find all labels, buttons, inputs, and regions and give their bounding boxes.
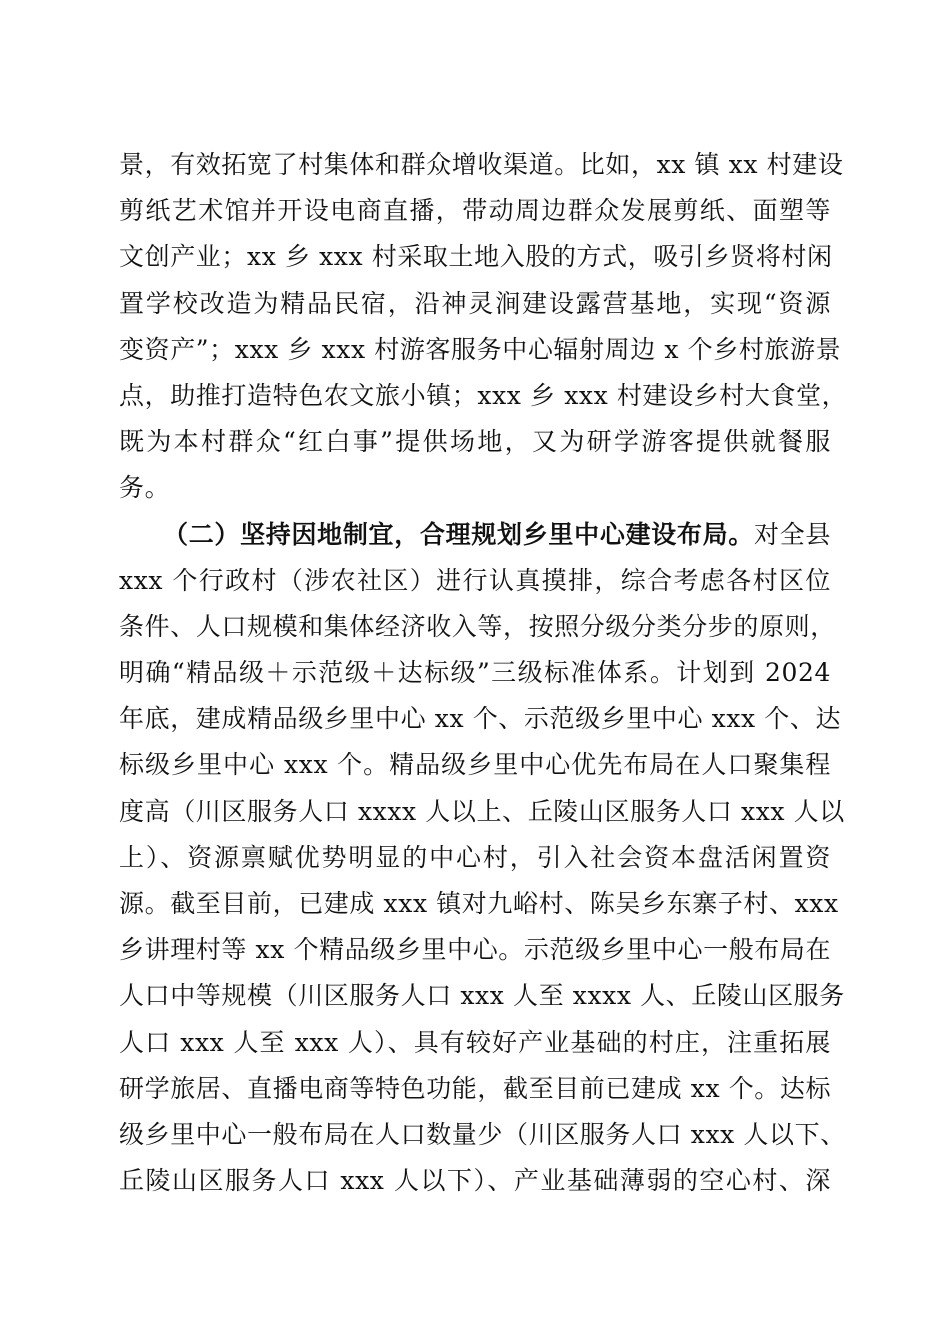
paragraph-1-line: 景，有效拓宽了村集体和群众增收渠道。比如，xx 镇 xx 村建设: [119, 150, 844, 179]
paragraph-1-line: 剪纸艺术馆并开设电商直播，带动周边群众发展剪纸、面塑等: [119, 196, 831, 226]
paragraph-2-line: 上）、资源禀赋优势明显的中心村，引入社会资本盘活闲置资: [119, 842, 831, 872]
paragraph-2-line: 条件、人口规模和集体经济收入等，按照分级分类分步的原则，: [119, 611, 836, 641]
paragraph-2-line: 研学旅居、直播电商等特色功能，截至目前已建成 xx 个。达标: [119, 1073, 832, 1103]
section-heading: （二）坚持因地制宜，合理规划乡里中心建设布局。: [163, 519, 754, 549]
paragraph-2: [119, 512, 846, 1205]
paragraph-2-line: 年底，建成精品级乡里中心 xx 个、示范级乡里中心 xxx 个、达: [119, 704, 842, 734]
paragraph-2-first-line: [119, 512, 831, 558]
paragraph-2-first-line-rest: 对全县: [754, 519, 831, 549]
paragraph-2-line: 乡讲理村等 xx 个精品级乡里中心。示范级乡里中心一般布局在: [119, 935, 832, 965]
body-text: [119, 142, 848, 1204]
paragraph-2-line: 标级乡里中心 xxx 个。精品级乡里中心优先布局在人口聚集程: [119, 750, 831, 780]
paragraph-2-line: 人口中等规模（川区服务人口 xxx 人至 xxxx 人、丘陵山区服务: [119, 981, 845, 1011]
paragraph-2-line: 人口 xxx 人至 xxx 人）、具有较好产业基础的村庄，注重拓展: [119, 1027, 831, 1057]
paragraph-1: [119, 142, 848, 512]
paragraph-2-line: 明确“精品级＋示范级＋达标级”三级标准体系。计划到 2024: [119, 658, 831, 688]
paragraph-1-line: 置学校改造为精品民宿，沿神灵涧建设露营基地，实现“资源: [119, 288, 831, 318]
paragraph-1-line: 点，助推打造特色农文旅小镇；xxx 乡 xxx 村建设乡村大食堂，: [119, 380, 848, 410]
paragraph-2-line: 级乡里中心一般布局在人口数量少（川区服务人口 xxx 人以下、: [119, 1119, 846, 1149]
paragraph-1-last-line: 务。: [119, 473, 171, 503]
paragraph-1-line: 变资产”；xxx 乡 xxx 村游客服务中心辐射周边 x 个乡村旅游景: [119, 334, 842, 364]
paragraph-2-line: 度高（川区服务人口 xxxx 人以上、丘陵山区服务人口 xxx 人以: [119, 796, 845, 826]
paragraph-2-line: xxx 个行政村（涉农社区）进行认真摸排，综合考虑各村区位: [119, 565, 831, 595]
paragraph-1-line: 文创产业；xx 乡 xxx 村采取土地入股的方式，吸引乡贤将村闲: [119, 242, 833, 272]
paragraph-2-line: 源。截至目前，已建成 xxx 镇对九峪村、陈吴乡东寨子村、xxx: [119, 889, 839, 918]
paragraph-2-line: 丘陵山区服务人口 xxx 人以下）、产业基础薄弱的空心村、深: [119, 1166, 831, 1196]
paragraph-1-line: 既为本村群众“红白事”提供场地，又为研学游客提供就餐服: [119, 427, 831, 457]
